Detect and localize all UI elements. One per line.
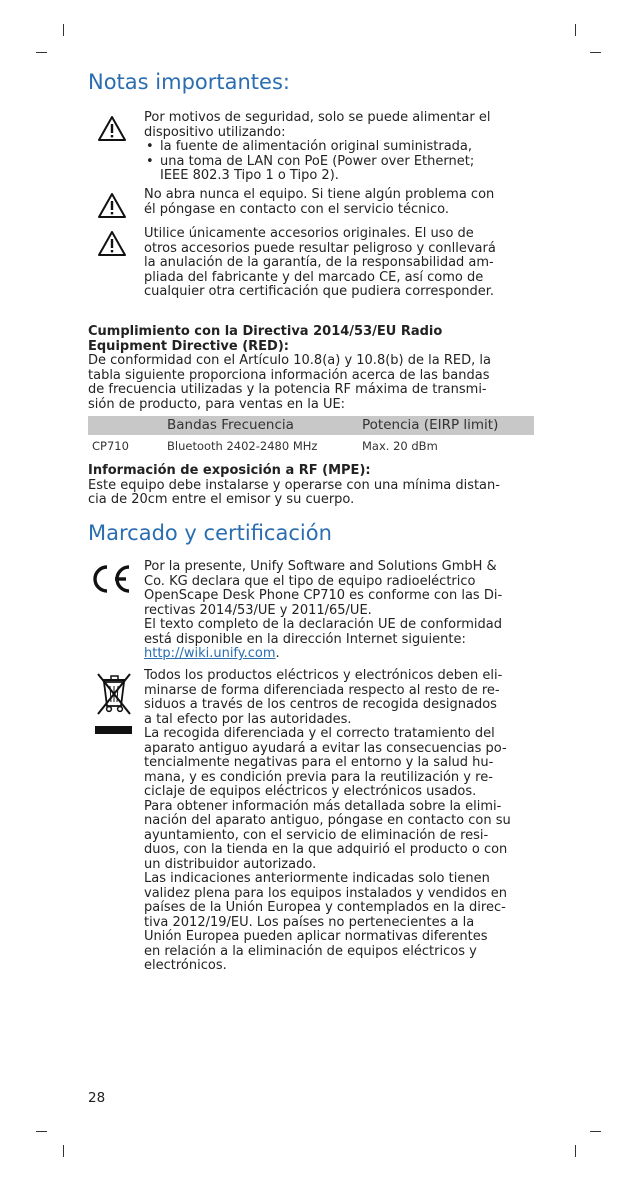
crop-mark: [63, 1145, 64, 1157]
text-line: siduos a través de los centros de recogida designados: [144, 697, 497, 712]
text-line: duos, con la tienda en la que adquirió el producto o con: [144, 842, 508, 857]
bullet-list: [144, 140, 490, 184]
text-line: Co. KG declara que el tipo de equipo radioeléctrico: [144, 573, 476, 589]
text-line: ayuntamiento, con el servicio de eliminación de resi-: [144, 827, 489, 843]
wiki-link[interactable]: http://wiki.unify.com: [144, 646, 276, 661]
section-title-notes: Notas importantes:: [88, 70, 290, 94]
text-line: países de la Unión Europea y contemplados en la direc-: [144, 900, 506, 915]
ce-declaration: [144, 560, 502, 662]
text-line: nación del aparato antiguo, póngase en contacto con su: [144, 813, 511, 828]
warning-power-supply: [144, 111, 490, 184]
warning-triangle-icon: [97, 230, 127, 257]
text-line: minarse de forma diferenciada respecto al resto de re-: [144, 682, 500, 698]
crop-mark: [63, 24, 64, 36]
text-line: Las indicaciones anteriormente indicadas solo tienen: [144, 871, 490, 886]
crop-mark: [590, 1131, 601, 1132]
crop-mark: [575, 24, 576, 36]
warning-triangle-icon: [97, 115, 127, 142]
text-line: aparato antiguo ayudará a evitar las consecuencias po-: [144, 740, 507, 756]
text-line: Por motivos de seguridad, solo se puede alimentar el: [144, 110, 491, 125]
table-row: [88, 435, 534, 455]
list-item: • la fuente de alimentación original suministrada,: [144, 140, 490, 155]
text-line: dispositivo utilizando:: [144, 124, 286, 140]
mpe-heading: Información de exposición a RF (MPE):: [88, 463, 371, 478]
warning-do-not-open: [144, 188, 494, 217]
text-line: El texto completo de la declaración UE de conformidad: [144, 617, 502, 632]
text-line: en relación a la eliminación de equipos eléctricos y: [144, 943, 477, 959]
table-header-cell: Bandas Frecuencia: [167, 417, 294, 433]
red-compliance-section: [88, 325, 491, 412]
table-header: [88, 416, 534, 435]
table-cell: Bluetooth 2402-2480 MHz: [167, 439, 318, 453]
text-line: De conformidad con el Artículo 10.8(a) y 10.8(b) de la RED, la: [88, 353, 491, 368]
table-cell: CP710: [92, 439, 129, 453]
text-line: a tal efecto por las autoridades.: [144, 711, 352, 727]
crop-mark: [575, 1145, 576, 1157]
text-line: tabla siguiente proporciona información acerca de las bandas: [88, 367, 490, 383]
text-line: La recogida diferenciada y el correcto tratamiento del: [144, 726, 495, 741]
text-line: electrónicos.: [144, 958, 227, 973]
text-line: la anulación de la garantía, de la responsabilidad am-: [144, 255, 494, 270]
ce-mark-icon: [88, 563, 132, 595]
text-line: cualquier otra certificación que pudiera corresponder.: [144, 284, 495, 299]
text-line: ciclaje de equipos eléctricos y electrónicos usados.: [144, 784, 477, 799]
mpe-section: [88, 464, 500, 508]
table-cell: Max. 20 dBm: [362, 439, 438, 453]
warning-accessories: [144, 227, 496, 300]
page-number: 28: [88, 1090, 106, 1106]
list-item: • una toma de LAN con PoE (Power over Ethernet; IEEE 802.3 Tipo 1 o Tipo 2).: [144, 155, 490, 184]
text-line: un distribuidor autorizado.: [144, 856, 317, 872]
section-title-marking: Marcado y certificación: [88, 521, 332, 545]
text-line: Este equipo debe instalarse y operarse con una mínima distan-: [88, 477, 500, 493]
crop-mark: [590, 52, 601, 53]
text-line: de frecuencia utilizadas y la potencia RF máxima de transmi-: [88, 382, 487, 397]
text-line: Para obtener información más detallada sobre la elimi-: [144, 798, 502, 814]
text-line: otros accesorios puede resultar peligroso y conllevará: [144, 240, 496, 256]
text-line: mana, y es condición previa para la reutilización y re-: [144, 769, 493, 785]
text-line: Utilice únicamente accesorios originales. El uso de: [144, 226, 474, 241]
table-header-cell: Potencia (EIRP limit): [362, 417, 499, 433]
red-heading: Cumplimiento con la Directiva 2014/53/EU Radio: [88, 324, 443, 339]
text-line: http://wiki.unify.com.: [144, 646, 280, 661]
text-line: pliada del fabricante y del marcado CE, así como de: [144, 269, 484, 285]
crossed-out-wheelie-bin-icon: [94, 670, 134, 738]
text-line: Todos los productos eléctricos y electrónicos deben eli-: [144, 668, 503, 683]
frequency-table: [88, 416, 534, 455]
text-line: Por la presente, Unify Software and Solutions GmbH &: [144, 559, 497, 574]
text-line: está disponible en la dirección Internet siguiente:: [144, 631, 466, 647]
text-line: No abra nunca el equipo. Si tiene algún problema con: [144, 187, 495, 202]
text-line: rectivas 2014/53/UE y 2011/65/UE.: [144, 602, 372, 618]
text-line: tencialmente negativas para el entorno y la salud hu-: [144, 755, 494, 770]
text-line: validez plena para los equipos instalados y vendidos en: [144, 885, 507, 901]
text-line: Unión Europea pueden aplicar normativas diferentes: [144, 929, 488, 944]
crop-mark: [36, 1131, 47, 1132]
weee-disposal-text: [144, 669, 511, 974]
warning-triangle-icon: [97, 192, 127, 219]
red-heading: Equipment Directive (RED):: [88, 338, 289, 354]
text-line: cia de 20cm entre el emisor y su cuerpo.: [88, 492, 355, 507]
text-line: OpenScape Desk Phone CP710 es conforme con las Di-: [144, 588, 503, 603]
text-line: tiva 2012/19/EU. Los países no pertenecientes a la: [144, 914, 475, 930]
text-line: sión de producto, para ventas en la UE:: [88, 396, 346, 412]
text-line: él póngase en contacto con el servicio técnico.: [144, 201, 449, 217]
crop-mark: [36, 52, 47, 53]
